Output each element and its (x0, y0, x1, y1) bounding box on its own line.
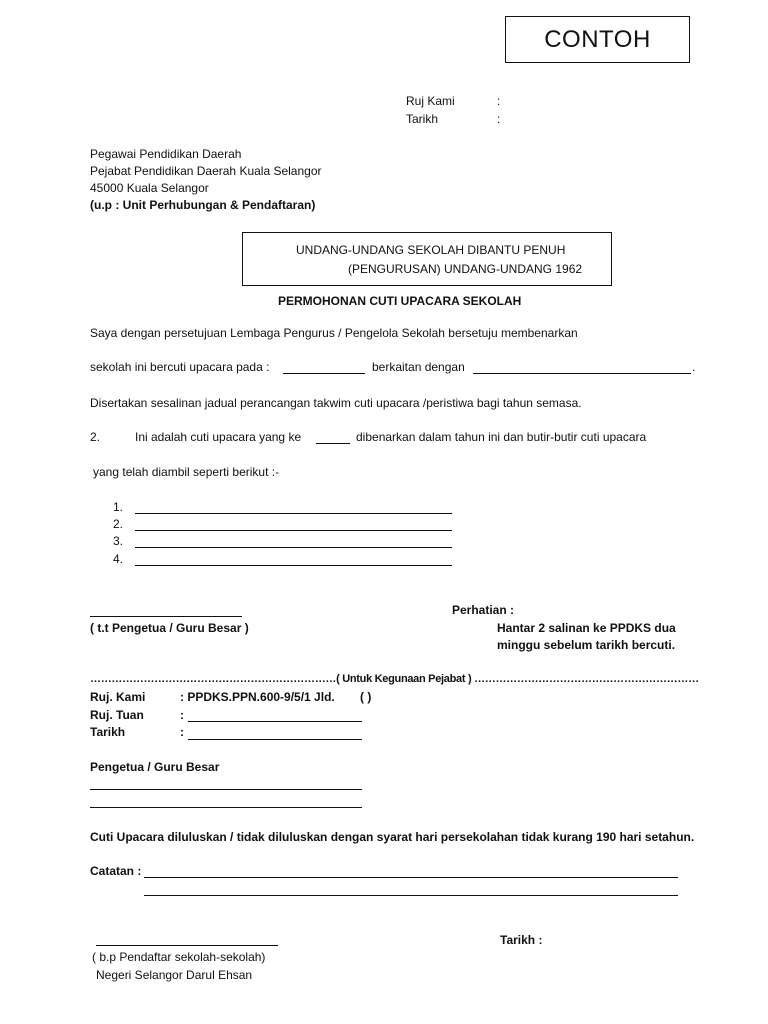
office-ruj-kami-value: : PPDKS.PPN.600-9/5/1 Jld. (180, 690, 335, 704)
form-heading: PERMOHONAN CUTI UPACARA SEKOLAH (278, 294, 522, 308)
footer-tarikh-label: Tarikh : (500, 933, 543, 947)
list-line-4[interactable] (135, 565, 452, 566)
address-line-4: (u.p : Unit Perhubungan & Pendaftaran) (90, 198, 316, 212)
office-ruj-tuan-label: Ruj. Tuan (90, 708, 144, 722)
paragraph-2-end: . (692, 360, 696, 374)
paragraph-3: Disertakan sesalinan jadual perancangan takwim cuti upacara /peristiwa bagi tahun semasa. (90, 396, 582, 410)
paragraph-2-start: sekolah ini bercuti upacara pada : (90, 360, 270, 374)
act-title-line-2: (PENGURUSAN) UNDANG-UNDANG 1962 (348, 262, 583, 276)
act-title-box (242, 232, 612, 286)
pengetua-label: Pengetua / Guru Besar (90, 760, 220, 774)
ruj-kami-label: Ruj Kami (406, 94, 455, 108)
signature-label: ( t.t Pengetua / Guru Besar ) (90, 621, 249, 635)
contoh-stamp (505, 16, 690, 63)
list-number-3: 3. (113, 534, 124, 548)
perhatian-title: Perhatian : (452, 603, 515, 617)
tarikh-colon: : (497, 112, 501, 126)
list-number-1: 1. (113, 500, 124, 514)
list-line-3[interactable] (135, 547, 452, 548)
blank-date-field[interactable] (283, 373, 365, 374)
paragraph-2-mid: berkaitan dengan (372, 360, 465, 374)
perhatian-line-2: minggu sebelum tarikh bercuti. (497, 638, 676, 652)
office-ruj-tuan-field[interactable] (188, 721, 362, 722)
list-number-4: 4. (113, 552, 124, 566)
office-ruj-tuan-colon: : (180, 708, 184, 722)
list-line-2[interactable] (135, 530, 452, 531)
tarikh-label: Tarikh (406, 112, 439, 126)
catatan-line-2[interactable] (144, 895, 678, 896)
office-use-separator: ……………………………………………………………( Untuk Kegunaan Pejabat ) ……………………………………………………… (90, 673, 699, 685)
address-line-2: Pejabat Pendidikan Daerah Kuala Selangor (90, 164, 322, 178)
ruj-kami-colon: : (497, 94, 501, 108)
perhatian-line-1: Hantar 2 salinan ke PPDKS dua (497, 621, 676, 635)
registrar-line-2: Negeri Selangor Darul Ehsan (96, 968, 253, 982)
catatan-line-1[interactable] (144, 877, 678, 878)
office-tarikh-colon: : (180, 725, 184, 739)
paragraph-5: yang telah diambil seperti berikut :- (93, 465, 280, 479)
paragraph-1: Saya dengan persetujuan Lembaga Pengurus / Pengelola Sekolah bersetuju membenarkan (90, 326, 578, 340)
blank-count-field[interactable] (316, 443, 350, 444)
paragraph-4-start: Ini adalah cuti upacara yang ke (135, 430, 302, 444)
office-ruj-kami-label: Ruj. Kami (90, 690, 146, 704)
paragraph-4-end: dibenarkan dalam tahun ini dan butir-butir cuti upacara (356, 430, 647, 444)
pengetua-line-2[interactable] (90, 807, 362, 808)
office-ruj-kami-paren: ( ) (360, 690, 372, 704)
registrar-line-1: ( b.p Pendaftar sekolah-sekolah) (92, 950, 266, 964)
signature-line[interactable] (90, 616, 242, 617)
approval-text: Cuti Upacara diluluskan / tidak diluluskan dengan syarat hari persekolahan tidak kurang 190 hari setahun. (90, 830, 695, 844)
blank-reason-field[interactable] (473, 373, 691, 374)
catatan-label: Catatan : (90, 864, 142, 878)
office-tarikh-label: Tarikh (90, 725, 126, 739)
contoh-text: CONTOH (544, 25, 651, 53)
paragraph-4-number: 2. (90, 430, 101, 444)
address-line-3: 45000 Kuala Selangor (90, 181, 209, 195)
act-title-line-1: UNDANG-UNDANG SEKOLAH DIBANTU PENUH (296, 243, 566, 257)
office-tarikh-field[interactable] (188, 739, 362, 740)
address-line-1: Pegawai Pendidikan Daerah (90, 147, 242, 161)
list-line-1[interactable] (135, 513, 452, 514)
pengetua-line-1[interactable] (90, 789, 362, 790)
list-number-2: 2. (113, 517, 124, 531)
registrar-signature-line[interactable] (96, 945, 278, 946)
